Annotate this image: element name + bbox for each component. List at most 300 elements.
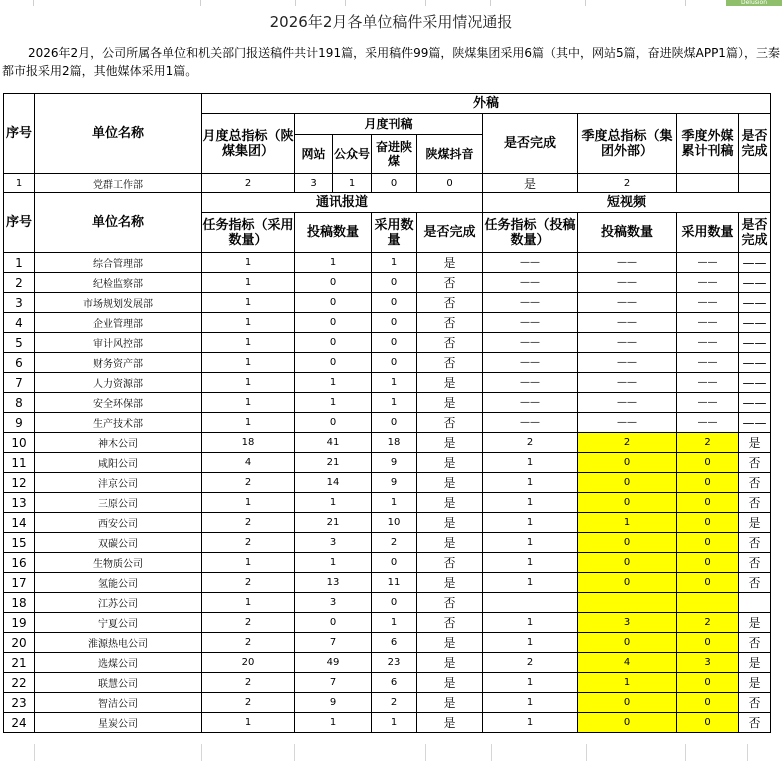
col-header-website: 网站	[295, 135, 333, 174]
cell-seq: 17	[4, 573, 35, 593]
col-header-sv-adopted: 采用数量	[677, 213, 739, 253]
cell-sv-adopted: 0	[677, 693, 739, 713]
cell-sv-task: 1	[483, 493, 578, 513]
cell-adopted: 0	[372, 413, 417, 433]
cell-seq: 1	[4, 174, 35, 193]
table-row	[4, 573, 771, 593]
cell-adopted: 11	[372, 573, 417, 593]
cell-sv-submitted: ——	[578, 313, 677, 333]
cell-seq: 21	[4, 653, 35, 673]
cell-task-target: 1	[202, 373, 295, 393]
cell-sv-adopted: 0	[677, 713, 739, 733]
group-header-short-video: 短视频	[483, 193, 771, 213]
cell-sv-adopted: 0	[677, 673, 739, 693]
cell-seq: 12	[4, 473, 35, 493]
cell-completed: 是	[417, 573, 483, 593]
cell-submitted: 0	[295, 333, 372, 353]
cell-seq: 6	[4, 353, 35, 373]
cell-sv-task: 1	[483, 633, 578, 653]
cell-task-target: 1	[202, 593, 295, 613]
table-row	[4, 513, 771, 533]
cell-task-target: 1	[202, 353, 295, 373]
cell-sv-task: ——	[483, 333, 578, 353]
cell-sv-submitted: 0	[578, 533, 677, 553]
cell-sv-completed: ——	[739, 353, 771, 373]
cell-seq: 16	[4, 553, 35, 573]
table-row	[4, 273, 771, 293]
cell-sv-completed: 否	[739, 553, 771, 573]
cell-sv-adopted: ——	[677, 313, 739, 333]
cell-sv-adopted: ——	[677, 293, 739, 313]
cell-sv-task: 1	[483, 713, 578, 733]
col-header-unit: 单位名称	[35, 94, 202, 174]
cell-sv-adopted: ——	[677, 353, 739, 373]
cell-adopted: 0	[372, 313, 417, 333]
cell-completed: 否	[417, 333, 483, 353]
cell-submitted: 7	[295, 633, 372, 653]
cell-unit: 人力资源部	[35, 373, 202, 393]
cell-completed: 是	[417, 633, 483, 653]
cell-sv-submitted: 0	[578, 633, 677, 653]
cell-sv-task: ——	[483, 393, 578, 413]
cell-submitted: 0	[295, 613, 372, 633]
cell-sv-adopted: 0	[677, 473, 739, 493]
cell-adopted: 18	[372, 433, 417, 453]
cell-sv-submitted: ——	[578, 393, 677, 413]
cell-adopted: 9	[372, 453, 417, 473]
cell-completed: 是	[417, 453, 483, 473]
cell-adopted: 0	[372, 553, 417, 573]
cell-sv-completed: 否	[739, 473, 771, 493]
cell-quarter-completed	[739, 174, 771, 193]
cell-sv-task: 1	[483, 573, 578, 593]
cell-sv-completed: 否	[739, 633, 771, 653]
cell-unit: 智洁公司	[35, 693, 202, 713]
cell-sv-completed	[739, 593, 771, 613]
cell-seq: 8	[4, 393, 35, 413]
watermark-logo: Delusion	[726, 0, 782, 6]
cell-sv-task: ——	[483, 273, 578, 293]
col-header-completed-2: 是否完成	[417, 213, 483, 253]
col-header-sv-task: 任务指标（投稿数量）	[483, 213, 578, 253]
col-header-quarter-target: 季度总指标（集团外部）	[578, 114, 677, 174]
cell-sv-task: ——	[483, 253, 578, 273]
cell-completed: 是	[417, 653, 483, 673]
cell-sv-completed: 否	[739, 573, 771, 593]
cell-unit: 财务资产部	[35, 353, 202, 373]
table-row	[4, 333, 771, 353]
cell-adopted: 0	[372, 593, 417, 613]
cell-sv-completed: 是	[739, 673, 771, 693]
cell-unit: 星炭公司	[35, 713, 202, 733]
table-row	[4, 633, 771, 653]
col-header-fenjin: 奋进陕煤	[372, 135, 417, 174]
cell-adopted: 0	[372, 353, 417, 373]
cell-seq: 1	[4, 253, 35, 273]
cell-sv-submitted: 0	[578, 693, 677, 713]
cell-submitted: 13	[295, 573, 372, 593]
table-row	[4, 353, 771, 373]
cell-seq: 3	[4, 293, 35, 313]
cell-sv-task: 2	[483, 433, 578, 453]
cell-task-target: 2	[202, 693, 295, 713]
cell-task-target: 1	[202, 293, 295, 313]
cell-task-target: 2	[202, 633, 295, 653]
cell-quarter-target: 2	[578, 174, 677, 193]
cell-sv-adopted: ——	[677, 373, 739, 393]
cell-task-target: 18	[202, 433, 295, 453]
cell-adopted: 1	[372, 613, 417, 633]
cell-sv-adopted: ——	[677, 253, 739, 273]
cell-seq: 5	[4, 333, 35, 353]
cell-completed: 否	[417, 413, 483, 433]
cell-sv-task: ——	[483, 413, 578, 433]
cell-sv-completed: 否	[739, 693, 771, 713]
cell-sv-completed: 否	[739, 713, 771, 733]
cell-task-target: 1	[202, 333, 295, 353]
cell-sv-submitted: 0	[578, 473, 677, 493]
table-row	[4, 713, 771, 733]
cell-sv-completed: ——	[739, 273, 771, 293]
cell-adopted: 6	[372, 633, 417, 653]
cell-adopted: 1	[372, 253, 417, 273]
cell-seq: 23	[4, 693, 35, 713]
col-header-sv-submitted: 投稿数量	[578, 213, 677, 253]
col-header-wechat: 公众号	[333, 135, 372, 174]
cell-unit: 生物质公司	[35, 553, 202, 573]
cell-sv-adopted: 0	[677, 513, 739, 533]
cell-completed: 是	[417, 493, 483, 513]
cell-task-target: 1	[202, 393, 295, 413]
cell-sv-submitted: ——	[578, 413, 677, 433]
cell-completed: 否	[417, 313, 483, 333]
cell-completed: 否	[417, 273, 483, 293]
cell-task-target: 2	[202, 513, 295, 533]
cell-submitted: 7	[295, 673, 372, 693]
cell-unit: 淮源热电公司	[35, 633, 202, 653]
cell-task-target: 2	[202, 573, 295, 593]
cell-website: 3	[295, 174, 333, 193]
cell-completed: 是	[417, 433, 483, 453]
cell-adopted: 0	[372, 273, 417, 293]
cell-task-target: 2	[202, 613, 295, 633]
table-row	[4, 393, 771, 413]
cell-sv-submitted: 4	[578, 653, 677, 673]
cell-seq: 22	[4, 673, 35, 693]
cell-unit: 宁夏公司	[35, 613, 202, 633]
cell-sv-completed: 是	[739, 613, 771, 633]
cell-sv-submitted: 0	[578, 453, 677, 473]
cell-completed: 是	[417, 513, 483, 533]
cell-fenjin: 0	[372, 174, 417, 193]
cell-sv-submitted: ——	[578, 373, 677, 393]
cell-sv-submitted: ——	[578, 273, 677, 293]
table-row	[4, 613, 771, 633]
cell-sv-task: 1	[483, 553, 578, 573]
cell-unit: 三原公司	[35, 493, 202, 513]
col-header-quarter-completed: 是否完成	[739, 114, 771, 174]
cell-completed: 是	[417, 533, 483, 553]
cell-submitted: 0	[295, 273, 372, 293]
cell-sv-adopted: 0	[677, 533, 739, 553]
cell-unit: 选煤公司	[35, 653, 202, 673]
cell-sv-submitted: 0	[578, 573, 677, 593]
cell-completed: 是	[417, 393, 483, 413]
cell-unit: 企业管理部	[35, 313, 202, 333]
cell-submitted: 41	[295, 433, 372, 453]
cell-seq: 18	[4, 593, 35, 613]
cell-seq: 19	[4, 613, 35, 633]
cell-unit: 安全环保部	[35, 393, 202, 413]
cell-sv-completed: ——	[739, 293, 771, 313]
cell-sv-adopted: 0	[677, 493, 739, 513]
cell-sv-completed: ——	[739, 393, 771, 413]
col-header-sv-completed: 是否完成	[739, 213, 771, 253]
cell-adopted: 1	[372, 373, 417, 393]
cell-submitted: 0	[295, 313, 372, 333]
cell-task-target: 20	[202, 653, 295, 673]
cell-wechat: 1	[333, 174, 372, 193]
group-header-comm: 通讯报道	[202, 193, 483, 213]
table-row	[4, 253, 771, 273]
table-row	[4, 293, 771, 313]
cell-completed: 是	[417, 473, 483, 493]
cell-completed: 是	[417, 713, 483, 733]
cell-submitted: 49	[295, 653, 372, 673]
cell-sv-task: 1	[483, 693, 578, 713]
cell-seq: 2	[4, 273, 35, 293]
cell-sv-submitted: ——	[578, 333, 677, 353]
col-header-adopted: 采用数量	[372, 213, 417, 253]
cell-task-target: 1	[202, 553, 295, 573]
cell-seq: 13	[4, 493, 35, 513]
cell-sv-task: 1	[483, 613, 578, 633]
cell-sv-completed: 否	[739, 493, 771, 513]
cell-submitted: 21	[295, 513, 372, 533]
col-header-completed: 是否完成	[483, 114, 578, 174]
cell-sv-submitted: 1	[578, 513, 677, 533]
cell-sv-submitted: ——	[578, 293, 677, 313]
intro-paragraph: 2026年2月，公司所属各单位和机关部门报送稿件共计191篇，采用稿件99篇，陕煤集团采用6篇（其中，网站5篇，奋进陕煤APP1篇），三秦都市报采用2篇，其他媒体采用1篇。	[2, 46, 780, 78]
cell-sv-adopted: 3	[677, 653, 739, 673]
cell-sv-task: 1	[483, 473, 578, 493]
cell-sv-adopted: ——	[677, 413, 739, 433]
cell-submitted: 0	[295, 293, 372, 313]
col-header-quarter-pub: 季度外媒累计刊稿	[677, 114, 739, 174]
cell-sv-task: ——	[483, 373, 578, 393]
cell-completed: 否	[417, 353, 483, 373]
spreadsheet-top-strip	[0, 0, 782, 6]
cell-submitted: 0	[295, 413, 372, 433]
cell-sv-adopted: 0	[677, 553, 739, 573]
cell-task-target: 1	[202, 493, 295, 513]
cell-submitted: 1	[295, 253, 372, 273]
cell-adopted: 10	[372, 513, 417, 533]
cell-unit: 西安公司	[35, 513, 202, 533]
table-row	[4, 493, 771, 513]
cell-sv-completed: 否	[739, 533, 771, 553]
cell-completed: 否	[417, 293, 483, 313]
cell-seq: 4	[4, 313, 35, 333]
cell-seq: 11	[4, 453, 35, 473]
table-row	[4, 413, 771, 433]
cell-seq: 20	[4, 633, 35, 653]
cell-unit: 综合管理部	[35, 253, 202, 273]
cell-completed: 否	[417, 553, 483, 573]
group-header-waigao: 外稿	[202, 94, 771, 114]
cell-unit: 氢能公司	[35, 573, 202, 593]
col-header-douyin: 陕煤抖音	[417, 135, 483, 174]
cell-submitted: 14	[295, 473, 372, 493]
cell-submitted: 1	[295, 373, 372, 393]
cell-seq: 15	[4, 533, 35, 553]
cell-sv-submitted: 0	[578, 553, 677, 573]
cell-sv-task: ——	[483, 353, 578, 373]
cell-sv-completed: ——	[739, 253, 771, 273]
cell-unit: 神木公司	[35, 433, 202, 453]
cell-submitted: 9	[295, 693, 372, 713]
cell-monthly-target: 2	[202, 174, 295, 193]
cell-unit: 市场规划发展部	[35, 293, 202, 313]
cell-sv-submitted	[578, 593, 677, 613]
cell-seq: 9	[4, 413, 35, 433]
col-header-seq: 序号	[4, 94, 35, 174]
cell-douyin: 0	[417, 174, 483, 193]
cell-sv-adopted: 0	[677, 573, 739, 593]
cell-sv-adopted: 2	[677, 613, 739, 633]
cell-adopted: 2	[372, 533, 417, 553]
table-row	[4, 693, 771, 713]
cell-seq: 24	[4, 713, 35, 733]
cell-adopted: 1	[372, 493, 417, 513]
cell-sv-completed: 是	[739, 653, 771, 673]
table-row	[4, 373, 771, 393]
cell-sv-completed: 是	[739, 433, 771, 453]
cell-adopted: 0	[372, 293, 417, 313]
cell-adopted: 0	[372, 333, 417, 353]
col-header-task-target: 任务指标（采用数量）	[202, 213, 295, 253]
cell-completed: 是	[417, 673, 483, 693]
col-header-submitted: 投稿数量	[295, 213, 372, 253]
cell-sv-submitted: ——	[578, 253, 677, 273]
cell-submitted: 1	[295, 553, 372, 573]
cell-sv-adopted: 0	[677, 633, 739, 653]
cell-sv-submitted: 0	[578, 493, 677, 513]
cell-sv-completed: 是	[739, 513, 771, 533]
cell-task-target: 1	[202, 253, 295, 273]
cell-adopted: 6	[372, 673, 417, 693]
cell-sv-task: 1	[483, 513, 578, 533]
table-row	[4, 313, 771, 333]
report-table	[3, 93, 771, 733]
cell-completed: 否	[417, 613, 483, 633]
cell-completed: 是	[417, 373, 483, 393]
cell-sv-task: 1	[483, 533, 578, 553]
cell-task-target: 1	[202, 313, 295, 333]
cell-seq: 14	[4, 513, 35, 533]
cell-submitted: 1	[295, 713, 372, 733]
cell-task-target: 4	[202, 453, 295, 473]
cell-unit: 沣京公司	[35, 473, 202, 493]
cell-sv-submitted: ——	[578, 353, 677, 373]
table-row	[4, 673, 771, 693]
cell-submitted: 1	[295, 493, 372, 513]
cell-completed: 是	[417, 253, 483, 273]
cell-seq: 10	[4, 433, 35, 453]
table-row	[4, 433, 771, 453]
cell-adopted: 1	[372, 713, 417, 733]
cell-submitted: 3	[295, 593, 372, 613]
cell-sv-submitted: 0	[578, 713, 677, 733]
cell-task-target: 1	[202, 713, 295, 733]
cell-sv-task	[483, 593, 578, 613]
cell-sv-task: ——	[483, 313, 578, 333]
cell-unit: 江苏公司	[35, 593, 202, 613]
cell-sv-adopted: ——	[677, 393, 739, 413]
cell-sv-submitted: 3	[578, 613, 677, 633]
cell-sv-submitted: 2	[578, 433, 677, 453]
cell-adopted: 23	[372, 653, 417, 673]
cell-unit: 联慧公司	[35, 673, 202, 693]
cell-sv-submitted: 1	[578, 673, 677, 693]
cell-task-target: 1	[202, 273, 295, 293]
cell-sv-adopted: 0	[677, 453, 739, 473]
cell-submitted: 0	[295, 353, 372, 373]
empty-grid-row	[3, 744, 781, 761]
cell-completed: 是	[417, 693, 483, 713]
cell-submitted: 3	[295, 533, 372, 553]
cell-sv-completed: ——	[739, 413, 771, 433]
table-row	[4, 453, 771, 473]
cell-seq: 7	[4, 373, 35, 393]
cell-sv-completed: ——	[739, 373, 771, 393]
col-header-monthly-target: 月度总指标（陕煤集团）	[202, 114, 295, 174]
table-row	[4, 553, 771, 573]
cell-sv-adopted: ——	[677, 273, 739, 293]
cell-adopted: 1	[372, 393, 417, 413]
cell-task-target: 1	[202, 413, 295, 433]
table-row	[4, 473, 771, 493]
table-row-dangqun	[4, 174, 771, 193]
table-row	[4, 593, 771, 613]
col-header-seq-2: 序号	[4, 193, 35, 253]
cell-unit: 双碳公司	[35, 533, 202, 553]
cell-unit: 咸阳公司	[35, 453, 202, 473]
cell-quarter-pub	[677, 174, 739, 193]
page-title: 2026年2月各单位稿件采用情况通报	[269, 13, 513, 31]
cell-sv-adopted: 2	[677, 433, 739, 453]
table-row	[4, 653, 771, 673]
cell-sv-task: 1	[483, 453, 578, 473]
cell-task-target: 2	[202, 533, 295, 553]
cell-unit: 生产技术部	[35, 413, 202, 433]
cell-completed: 否	[417, 593, 483, 613]
cell-sv-task: 1	[483, 673, 578, 693]
cell-sv-adopted	[677, 593, 739, 613]
cell-sv-adopted: ——	[677, 333, 739, 353]
cell-unit: 纪检监察部	[35, 273, 202, 293]
cell-submitted: 1	[295, 393, 372, 413]
cell-task-target: 2	[202, 673, 295, 693]
cell-unit: 审计风控部	[35, 333, 202, 353]
table-row	[4, 533, 771, 553]
cell-unit: 党群工作部	[35, 174, 202, 193]
cell-adopted: 2	[372, 693, 417, 713]
cell-sv-task: 2	[483, 653, 578, 673]
cell-task-target: 2	[202, 473, 295, 493]
cell-submitted: 21	[295, 453, 372, 473]
col-header-unit-2: 单位名称	[35, 193, 202, 253]
